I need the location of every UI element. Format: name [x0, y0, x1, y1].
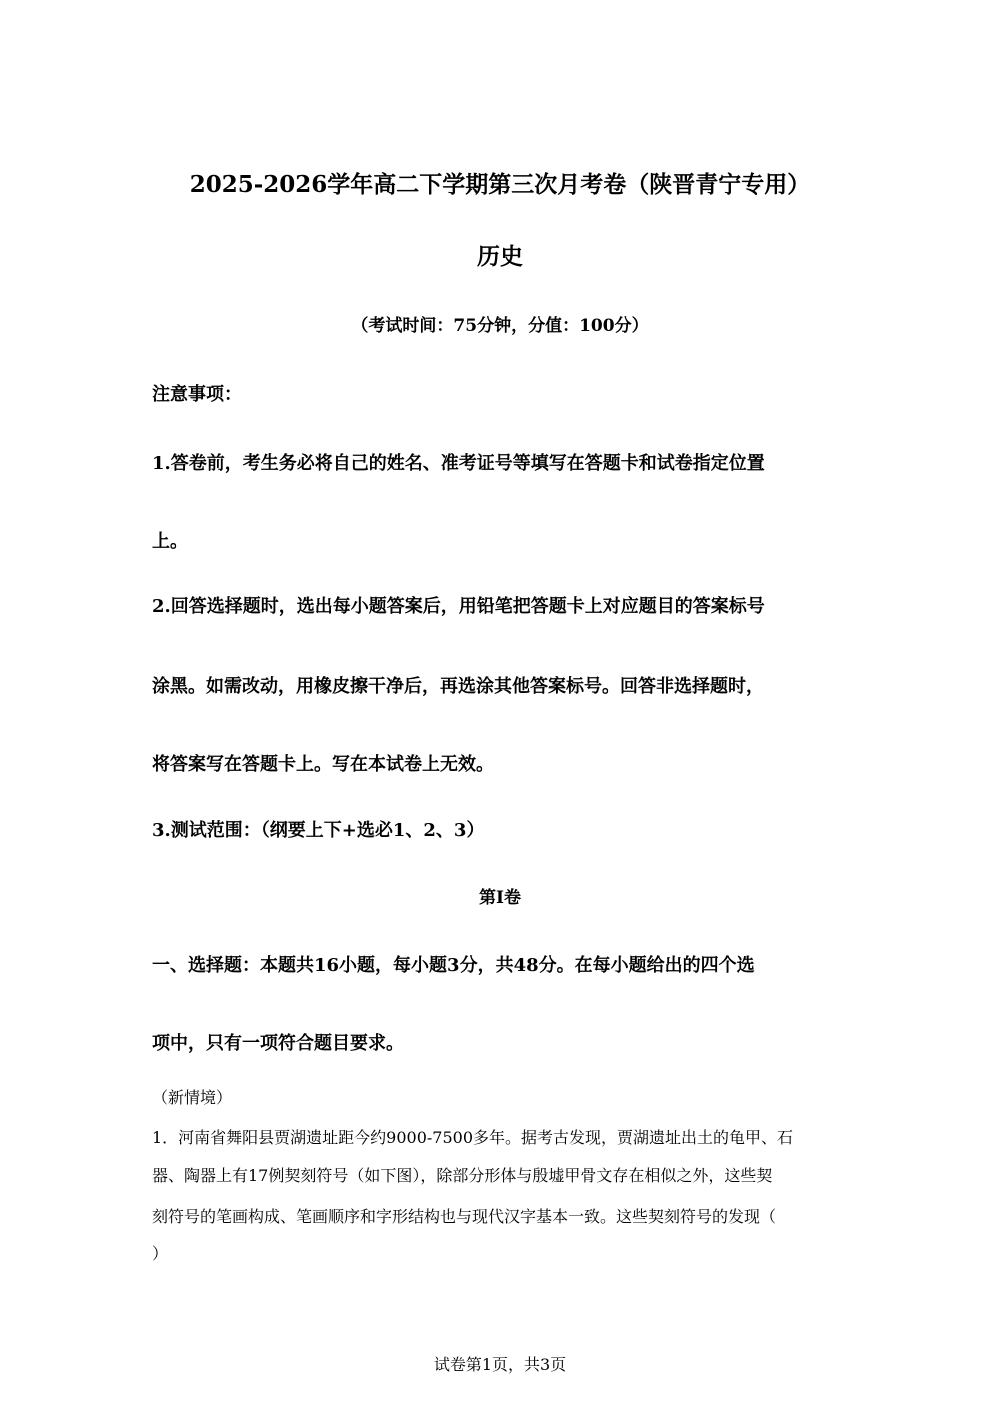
question-1-line-4: ） [152, 1244, 169, 1263]
page-indicator: 试卷第1页，共3页 [433, 1355, 567, 1374]
exam-title: 2025-2026学年高二下学期第三次月考卷（陕晋青宁专用） [189, 171, 811, 198]
note-item-1-line-2: 上。 [152, 531, 188, 552]
question-1-line-3: 刻符号的笔画构成、笔画顺序和字形结构也与现代汉字基本一致。这些契刻符号的发现（ [152, 1207, 777, 1226]
note-item-3: 3.测试范围：（纲要上下+选必1、2、3） [152, 820, 485, 841]
question-1-line-1: 1．河南省舞阳县贾湖遗址距今约9000-7500多年。据考古发现，贾湖遗址出土的龟甲、石 [152, 1128, 794, 1147]
question-1-line-2: 器、陶器上有17例契刻符号（如下图），除部分形体与殷墟甲骨文存在相似之外，这些契 [152, 1166, 773, 1185]
subject-title: 历史 [477, 243, 523, 270]
context-tag: （新情境） [152, 1088, 233, 1107]
volume-heading: 第Ⅰ卷 [479, 888, 521, 908]
notes-heading: 注意事项： [152, 384, 242, 405]
exam-info: （考试时间：75分钟，分值：100分） [351, 316, 649, 336]
note-item-2-line-1: 2.回答选择题时，选出每小题答案后，用铅笔把答题卡上对应题目的答案标号 [152, 596, 765, 617]
section-instruction-line-1: 一、选择题：本题共16小题，每小题3分，共48分。在每小题给出的四个选 [152, 955, 755, 976]
note-item-2-line-3: 将答案写在答题卡上。写在本试卷上无效。 [152, 754, 494, 775]
section-instruction-line-2: 项中，只有一项符合题目要求。 [152, 1033, 404, 1054]
note-item-2-line-2: 涂黑。如需改动，用橡皮擦干净后，再选涂其他答案标号。回答非选择题时， [152, 676, 764, 697]
note-item-1-line-1: 1.答卷前，考生务必将自己的姓名、准考证号等填写在答题卡和试卷指定位置 [152, 453, 765, 474]
